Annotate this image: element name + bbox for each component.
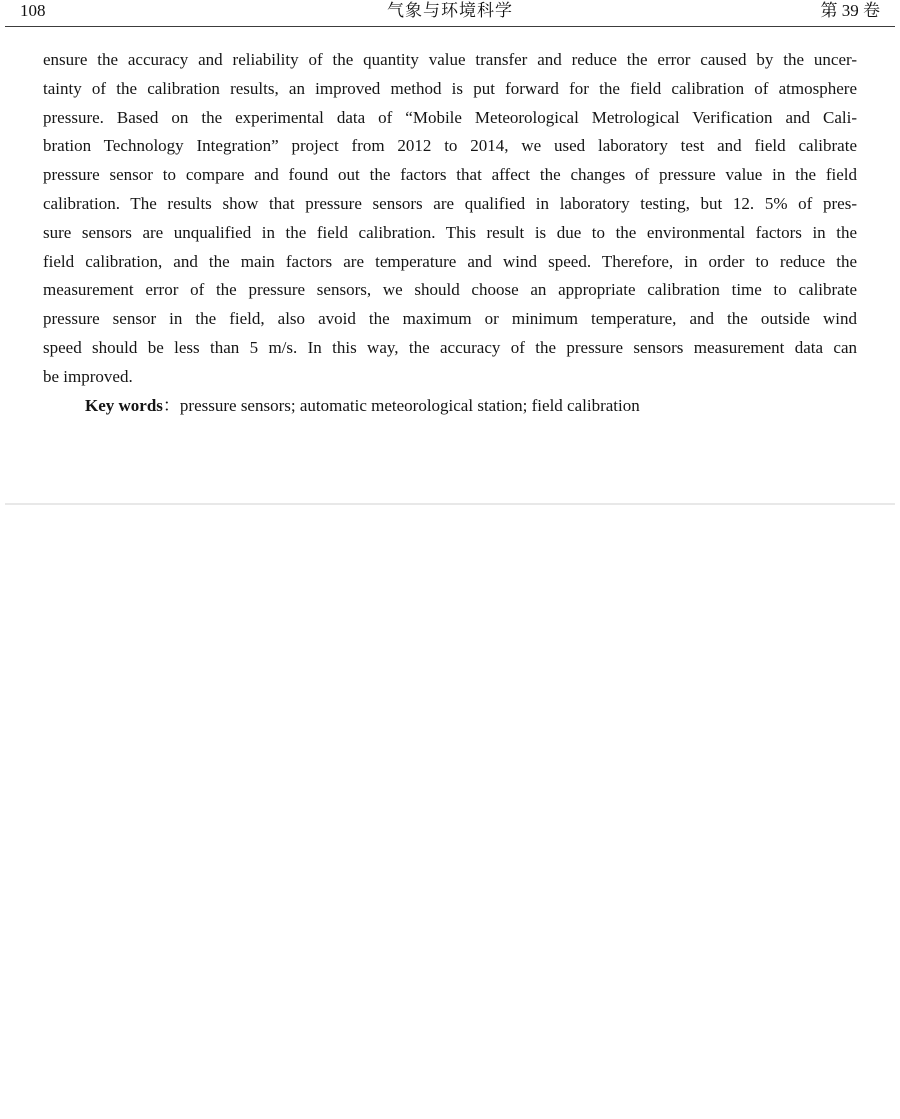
header-rule <box>5 26 895 27</box>
keywords-line <box>43 392 857 421</box>
volume-label: 第 39 卷 <box>820 1 880 20</box>
keywords-text: pressure sensors; automatic meteorological station; field calibration <box>179 396 640 415</box>
abstract-line: pressure. Based on the experimental data of “Mobile Meteorological Metrological Verification and Cali- <box>43 107 857 127</box>
abstract-line: pressure sensor in the field, also avoid the maximum or minimum temperature, and the outside wind <box>43 309 857 329</box>
abstract-body <box>43 46 857 392</box>
abstract-line: ensure the accuracy and reliability of the quantity value transfer and reduce the error caused by the uncer- <box>43 50 857 69</box>
journal-title: 气象与环境科学 <box>387 1 513 20</box>
abstract-line: bration Technology Integration” project from 2012 to 2014, we used laboratory test and field calibrate <box>43 136 857 156</box>
section-divider-rule <box>5 503 895 505</box>
abstract-line: be improved. <box>43 366 133 386</box>
abstract-line: pressure sensor to compare and found out the factors that affect the changes of pressure value in the field <box>43 165 857 185</box>
keywords-colon: ： <box>162 396 180 415</box>
abstract-line: speed should be less than 5 m/s. In this way, the accuracy of the pressure sensors measurement data can <box>43 337 857 357</box>
abstract-line: measurement error of the pressure sensors, we should choose an appropriate calibration time to calibrate <box>43 280 857 300</box>
abstract-line: tainty of the calibration results, an improved method is put forward for the field calibration of atmosphere <box>43 78 857 98</box>
running-header <box>20 1 880 23</box>
keywords-label: Key words <box>85 396 163 415</box>
abstract-line: calibration. The results show that pressure sensors are qualified in laboratory testing, but 12. 5% of pres- <box>43 193 857 213</box>
abstract-line: sure sensors are unqualified in the field calibration. This result is due to the environmental factors in the <box>43 222 857 242</box>
abstract-line: field calibration, and the main factors are temperature and wind speed. Therefore, in order to reduce the <box>43 251 857 271</box>
page-number: 108 <box>20 1 46 20</box>
